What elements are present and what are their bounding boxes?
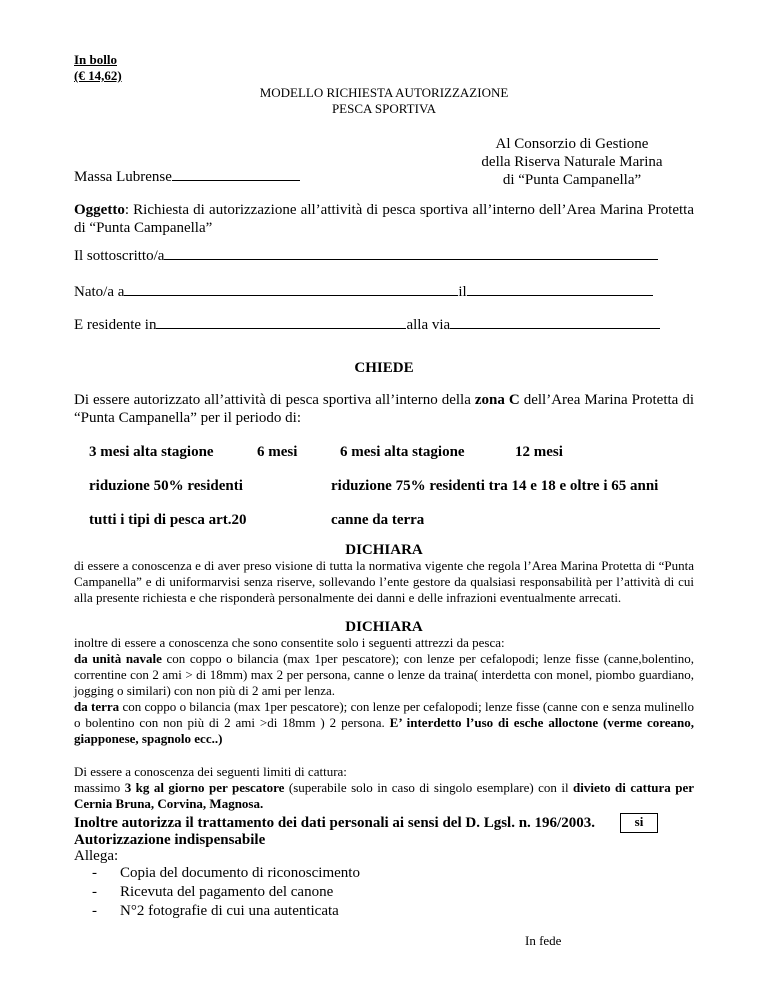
il-label: il [458, 284, 467, 300]
form-title: MODELLO RICHIESTA AUTORIZZAZIONE [259, 85, 509, 100]
sottoscritto-label: Il sottoscritto/a [74, 248, 165, 264]
attrezzi-intro: inoltre di essere a conoscenza che sono consentite solo i seguenti attrezzi da pesca: [74, 635, 505, 650]
recipient-line-3: di “Punta Campanella” [502, 172, 642, 188]
zona-label: zona C [474, 392, 520, 408]
date-field[interactable] [172, 168, 300, 181]
attachment-item: - Copia del documento di riconoscimento [74, 864, 360, 883]
esche-divieto: E’ interdetto l’uso di esche alloctone (verme coreano, giapponese, spagnolo ecc..) [74, 715, 694, 746]
nato-label: Nato/a a [74, 284, 125, 300]
option-3-mesi-alta[interactable]: 3 mesi alta stagione [89, 444, 214, 460]
kg-limit: 3 kg al giorno per pescatore [124, 780, 285, 795]
form-subtitle: PESCA SPORTIVA [331, 101, 437, 116]
limiti-intro: Di essere a conoscenza dei seguenti limiti di cattura: [74, 764, 347, 779]
bollo-label: In bollo [74, 52, 117, 67]
attachment-item: - Ricevuta del pagamento del canone [74, 883, 360, 902]
chiede-heading: CHIEDE [354, 360, 414, 376]
residente-line [74, 316, 660, 334]
birthplace-field[interactable] [124, 283, 458, 296]
da-terra-label: da terra [74, 699, 120, 714]
unita-navale-text [74, 651, 694, 699]
oggetto-label: Oggetto [74, 202, 125, 218]
allega-label: Allega: [74, 848, 119, 864]
massimo-label: massimo [74, 780, 125, 795]
option-riduzione-50[interactable]: riduzione 50% residenti [89, 478, 243, 494]
oggetto-paragraph [74, 201, 694, 237]
privacy-required: Autorizzazione indispensabile [74, 832, 266, 848]
chiede-text-2: dell’Area Marina Protetta di “Punta Campanella” per il periodo di: [74, 392, 694, 426]
sottoscritto-field[interactable] [164, 247, 658, 260]
dichiara-heading-1: DICHIARA [345, 542, 423, 558]
option-12-mesi[interactable]: 12 mesi [515, 444, 563, 460]
nato-line [74, 283, 653, 301]
attachment-item: - N°2 fotografie di cui una autenticata [74, 902, 360, 921]
via-label: alla via [406, 317, 451, 333]
da-terra-text [74, 699, 694, 747]
sottoscritto-line [74, 247, 658, 265]
oggetto-text: : Richiesta di autorizzazione all’attività di pesca sportiva all’interno dell’Area Marina Protetta di “Punta Campanella” [74, 202, 694, 236]
attachments-list [74, 864, 360, 921]
option-6-mesi[interactable]: 6 mesi [257, 444, 298, 460]
limiti-paragraph [74, 764, 694, 812]
recipient-line-1: Al Consorzio di Gestione [495, 136, 649, 152]
limiti-text [74, 780, 694, 812]
cattura-divieto: divieto di cattura per Cernia Bruna, Corvina, Magnosa. [74, 780, 694, 811]
chiede-paragraph [74, 391, 694, 427]
da-terra-body: con coppo o bilancia (max 1per pescatore); con lenze per cefalopodi; lenze fisse (canne con e senza mulinello o bolentino con non più di 2 ami >di 18mm ) 2 persona. [74, 699, 694, 730]
street-field[interactable] [450, 316, 660, 329]
dichiara-heading-2: DICHIARA [345, 619, 423, 635]
option-tutti-tipi[interactable]: tutti i tipi di pesca art.20 [89, 512, 247, 528]
chiede-text-1: Di essere autorizzato all’attività di pesca sportiva all’interno della [74, 392, 475, 408]
recipient-line-2: della Riserva Naturale Marina [481, 154, 663, 170]
residente-label: E residente in [74, 317, 157, 333]
bollo-amount: (€ 14,62) [74, 68, 122, 83]
birthdate-field[interactable] [467, 283, 653, 296]
in-fede: In fede [525, 933, 562, 948]
option-6-mesi-alta[interactable]: 6 mesi alta stagione [340, 444, 465, 460]
unita-navale-body: con coppo o bilancia (max 1per pescatore); con lenze per cefalopodi; lenze fisse (canne,bolentino, correntine con 2 ami > di 18mm) max 2 per persona, canne o lenze da traina( interdetta con monel, piombo guardiano, jogging o similari) con non più di 2 ami per lenza. [74, 651, 695, 698]
privacy-line: Inoltre autorizza il trattamento dei dati personali ai sensi del D. Lgsl. n. 196/2003. [74, 815, 595, 831]
option-canne-terra[interactable]: canne da terra [331, 512, 425, 528]
unita-navale-label: da unità navale [74, 651, 162, 666]
privacy-consent-box[interactable]: si [620, 813, 658, 833]
recipient-block [458, 135, 686, 189]
dichiara-paragraph-1: di essere a conoscenza e di aver preso visione di tutta la normativa vigente che regola l’Area Marina Protetta di “Punta Campanella” e di uniformarvisi senza riserve, sollevando l’ente gestore da qualsiasi responsabilità per l’attività di cui alla presente richiesta e che risponderà personalmente dei danni e delle infrazioni eventualmente arrecati. [74, 558, 694, 605]
place-label: Massa Lubrense [74, 169, 172, 185]
residence-city-field[interactable] [156, 316, 406, 329]
dichiara-paragraph-2 [74, 635, 694, 747]
place-line [74, 168, 300, 186]
limiti-middle: (superabile solo in caso di singolo esemplare) con il [284, 780, 574, 795]
option-riduzione-75[interactable]: riduzione 75% residenti tra 14 e 18 e oltre i 65 anni [331, 478, 659, 494]
